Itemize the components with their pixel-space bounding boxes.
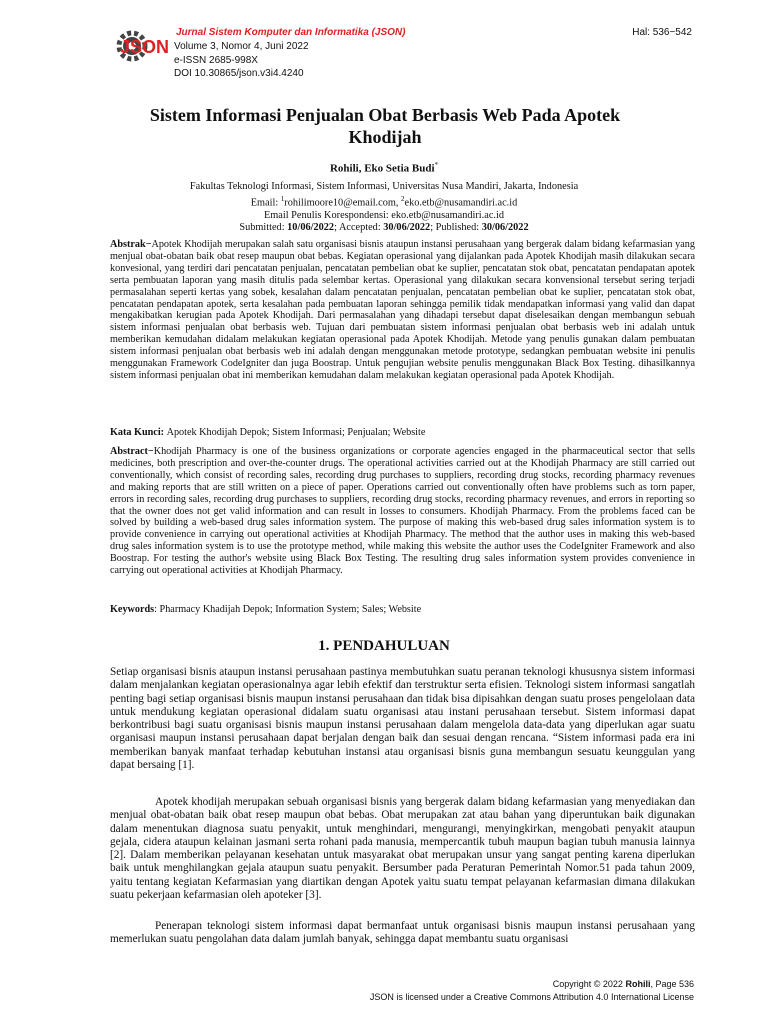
- journal-logo: [112, 26, 174, 66]
- page-footer: [370, 978, 694, 1004]
- page-range: Hal: 536−542: [632, 27, 692, 38]
- paper-authors: [0, 161, 768, 175]
- email-2-sup: 2: [401, 195, 405, 204]
- email-1: rohilimoore10@email.com,: [284, 197, 402, 209]
- correspondence-email: Email Penulis Korespondensi: eko.etb@nusamandiri.ac.id: [264, 209, 504, 221]
- author-names: Rohili, Eko Setia Budi: [329, 162, 435, 175]
- copyright-suffix: , Page 536: [650, 979, 694, 989]
- abstract-text: Khodijah Pharmacy is one of the business organizations or corporate agencies engaged in the pharmaceutical sector that sells medicines, both prescription and over-the-counter drugs. The operational activities carried out at the Khodijah Pharmacy are still carried out conventionally, which consist of recording sales, recording drug purchases to suppliers, recording drug stocks, recording pharmacy revenues and making reports that are still written on a piece of paper. Operations carried out conventionally often have problems such as torn paper, errors in recording sales, recording drug purchases to suppliers, recording drug stocks, recording pharmacy revenues, and errors in reporting so that the owner does not get valid information and can result in losses to consumers. Khodijah Pharmacy. From the problems faced can be solved by building a web-based drug sales information system. The purpose of making this web-based drug sales information system is to provide convenience in carrying out operational activities at Khodijah Pharmacy. The method that the author uses in making this web-based drug sales information system is to use the prototype method, while making this website the author uses the CodeIgniter Framework and also Boostrap. For testing the author's website using Black Box Testing. The resulting drug sales information system provides convenience in carrying out operational activities at Khodijah Pharmacy.: [110, 446, 695, 577]
- published-date: 30/06/2022: [481, 222, 529, 234]
- abstract-label: Abstract−: [110, 446, 154, 457]
- paragraph-text: Apotek khodijah merupakan sebuah organisasi bisnis yang bergerak dalam bidang kefarmasian yang menyediakan dan menjual obat-obatan baik obat resep maupun obat bebas. Obat merupakan zat atau bahan yang diperuntukan baik digunakan dalam menentukan diagnosa suatu penyakit, untuk menghindari, mengurangi, menyingkirkan, mengobati penyakit ataupun gejala, cidera ataupun kelainan jasmani serta rohani pada manusia, mempercantik tubuh maupun bagian tubuh manusia lainnya [2]. Dalam memberikan pelayanan kesehatan untuk masyarakat obat merupakan unsur yang sangat penting karena diperlukan baik untuk menghilangkan gejala ataupun suatu penyakit. Bersumber pada Peraturan Pemerintah Nomor.51 pada tahun 2009, yaitu tentang kegiatan Kefarmasian yang diartikan dengan Apotek yaitu suatu tempat pelayanan kefarmasian dimana dilakukan suatu pekerjaan kefarmasian oleh apoteker [3].: [110, 796, 695, 902]
- copyright-prefix: Copyright © 2022: [552, 979, 626, 989]
- abstrak-label: Abstrak−: [110, 239, 152, 250]
- body-paragraph-2: [110, 796, 695, 902]
- keywords-text: : Pharmacy Khadijah Depok; Information System; Sales; Website: [154, 604, 422, 615]
- kata-kunci-label: Kata Kunci:: [110, 427, 167, 438]
- journal-name: Jurnal Sistem Komputer dan Informatika (JSON): [176, 27, 406, 38]
- paragraph-text: Penerapan teknologi sistem informasi dapat bermanfaat untuk organisasi bisnis maupun instansi perusahaan yang memerlukan suatu pengolahan data dalam jumlah banyak, sehingga dapat membantu suatu organisasi: [110, 920, 695, 946]
- keywords-section: [110, 604, 695, 616]
- author-affiliation-block: [0, 181, 768, 234]
- submitted-date: 10/06/2022: [287, 222, 335, 234]
- section-heading: 1. PENDAHULUAN: [318, 638, 450, 654]
- journal-issn: e-ISSN 2685-998X: [174, 54, 258, 66]
- accepted-date: 30/06/2022: [383, 222, 431, 234]
- submitted-label: Submitted:: [239, 222, 288, 234]
- body-paragraph-3: [110, 920, 695, 947]
- journal-volume: Volume 3, Nomor 4, Juni 2022: [174, 41, 309, 52]
- publication-meta: [174, 40, 309, 81]
- abstrak-section: [110, 239, 695, 382]
- kata-kunci-text: Apotek Khodijah Depok; Sistem Informasi; Penjualan; Website: [166, 427, 426, 438]
- paper-title: Sistem Informasi Penjualan Obat Berbasis Web Pada Apotek Khodijah: [149, 105, 621, 147]
- copyright-author: Rohili: [625, 979, 651, 989]
- paragraph-text: Setiap organisasi bisnis ataupun instansi perusahaan pastinya membutuhkan suatu peranan teknologi khususnya sistem informasi dalam menjalankan kegiatan operasionalnya agar lebih efektif dan terstruktur serta efisien. Teknologi sistem informasi sangatlah penting bagi setiap organisasi bisnis maupun instansi perusahaan dan tidak bisa dipisahkan dengan suatu proses pengelolaan data untuk mendukung kegiatan operasional didalam suatu organisasi atau instani perusahaan tersebut. Sistem informasi dapat berkontribusi bagi suatu organisasi bisnis maupun instansi perusahaan dalam mengelola data-data yang diperlukan agar suatu organisasi maupun instansi perusahaan dapat berjalan dengan baik dan sesuai dengan rencana. “Sistem informasi pada era ini memberikan banyak manfaat terhadap kebutuhan instansi atau organisasi bisnis guna membangun sesuatu keunggulan yang dapat bersaing [1].: [110, 666, 695, 772]
- corresponding-mark: *: [434, 161, 439, 169]
- kata-kunci-section: [110, 427, 695, 439]
- license-line: JSON is licensed under a Creative Commons Attribution 4.0 International License: [369, 992, 694, 1002]
- accepted-label: ; Accepted:: [334, 222, 384, 234]
- author-emails: [0, 193, 768, 210]
- email-2: eko.etb@nusamandiri.ac.id: [404, 197, 518, 209]
- affiliation: Fakultas Teknologi Informasi, Sistem Informasi, Universitas Nusa Mandiri, Jakarta, Indonesia: [189, 181, 579, 192]
- keywords-label: Keywords: [110, 604, 155, 615]
- body-paragraph-1: [110, 666, 695, 772]
- article-doi: DOI 10.30865/json.v3i4.4240: [174, 68, 304, 79]
- logo-text: JSON: [120, 37, 170, 57]
- submission-dates: [0, 222, 768, 234]
- journal-header: [0, 0, 768, 90]
- abstrak-text: Apotek Khodijah merupakan salah satu organisasi bisnis ataupun instansi perusahaan yang bergerak dalam bidang kefarmasian yang menjual obat-obatan baik obat resep maupun obat bebas. Kegiatan operasional yang dijalankan pada Apotek Khodijah masih dilakukan secara konvesional, yang terdiri dari pencatatan penjualan, pencatatan pembelian obat ke suplier, pencatatan stok obat, pencatatan pendapatan apotek serta pembuatan laporan yang masih ditulis pada selembar kertas. Operasional yang dilakukan secara konvensional tersebut sering terjadi permasalahan seperti kertas yang sobek, kesalahan dalam pencatatan penjualan, pencatatan pembelian obat ke suplier, pencatatan stok obat, pencatatan pendapatan apotek, serta kesalahan pada pembuatan laporan sehingga pemilik tidak mendapatkan informasi yang valid dan dapat mengakibatkan kerugian pada Apotek Khodijah. Dari permasalahan yang dihadapi tersebut dapat diselesaikan dengan membangun sebuah sistem informasi penjualan obat berbasis web. Tujuan dari pembuatan sistem informasi penjualan obat berbasis web ini adalah untuk memberikan kemudahan didalam melakukan kegiatan operasional pada Apotek Khodijah. Metode yang penulis gunakan dalam pembuatan sistem informasi penjualan obat berbasis web ini adalah dengan menggunakan metode prototype, sedangkan pembuatan website ini penulis menggunakan Framework CodeIgniter dan juga Boostrap. Untuk pengujian website penulis menggunakan Black Box Testing. dihasilkannya sistem informasi penjualan obat ini memberikan kemudahan dalam melakukan kegiatan operasional pada Apotek Khodijah.: [110, 239, 695, 381]
- email-label: Email:: [250, 197, 281, 209]
- abstract-section: [110, 446, 695, 577]
- email-1-sup: 1: [280, 195, 285, 204]
- copyright-line: [370, 978, 694, 991]
- published-label: ; Published:: [430, 222, 482, 234]
